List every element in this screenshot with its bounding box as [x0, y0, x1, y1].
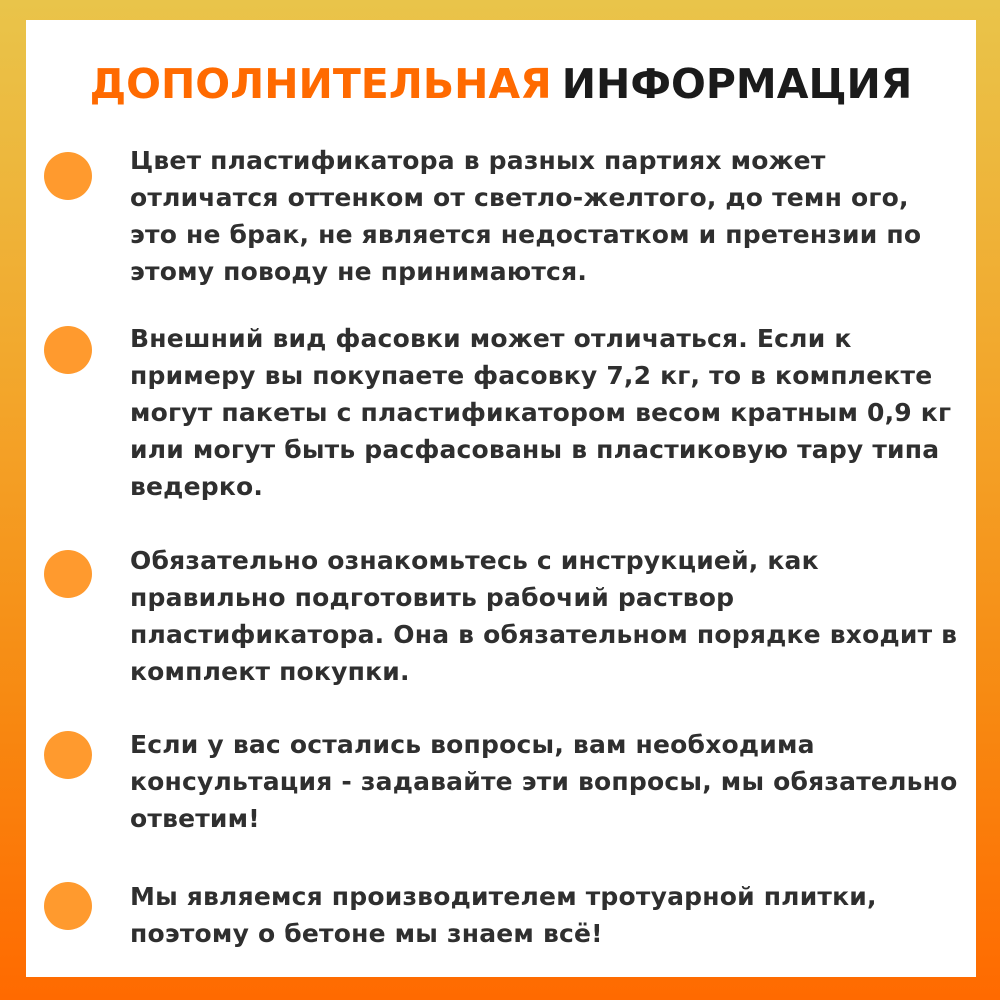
orange-circle-icon [44, 550, 92, 598]
title-dark: ИНФОРМАЦИЯ [561, 60, 913, 108]
list-item-text: Внешний вид фасовки может отличаться. Если к примеру вы покупаете фасовку 7,2 кг, то в комплекте могут пакеты с пластификатором весом кратным 0,9 кг или могут быть расфасованы в пластиковую тару типа ведерко. [130, 324, 952, 501]
page-title [40, 62, 962, 106]
orange-circle-icon [44, 152, 92, 200]
orange-circle-icon [44, 882, 92, 930]
orange-circle-icon [44, 326, 92, 374]
orange-circle-icon [44, 731, 92, 779]
info-card [26, 20, 976, 977]
title-accent: ДОПОЛНИТЕЛЬНАЯ [89, 60, 552, 108]
list-item-text: Мы являемся производителем тротуарной плитки, поэтому о бетоне мы знаем всё! [130, 882, 877, 948]
list-item-text: Если у вас остались вопросы, вам необходима консультация - задавайте эти вопросы, мы обязательно ответим! [130, 730, 958, 833]
list-item-text: Обязательно ознакомьтесь с инструкцией, как правильно подготовить рабочий раствор пластификатора. Она в обязательном порядке входит в комплект покупки. [130, 546, 958, 686]
list-item-text: Цвет пластификатора в разных партиях может отличатся оттенком от светло-желтого, до темн ого, это не брак, не является недостатком и претензии по этому поводу не принимаются. [130, 146, 922, 286]
